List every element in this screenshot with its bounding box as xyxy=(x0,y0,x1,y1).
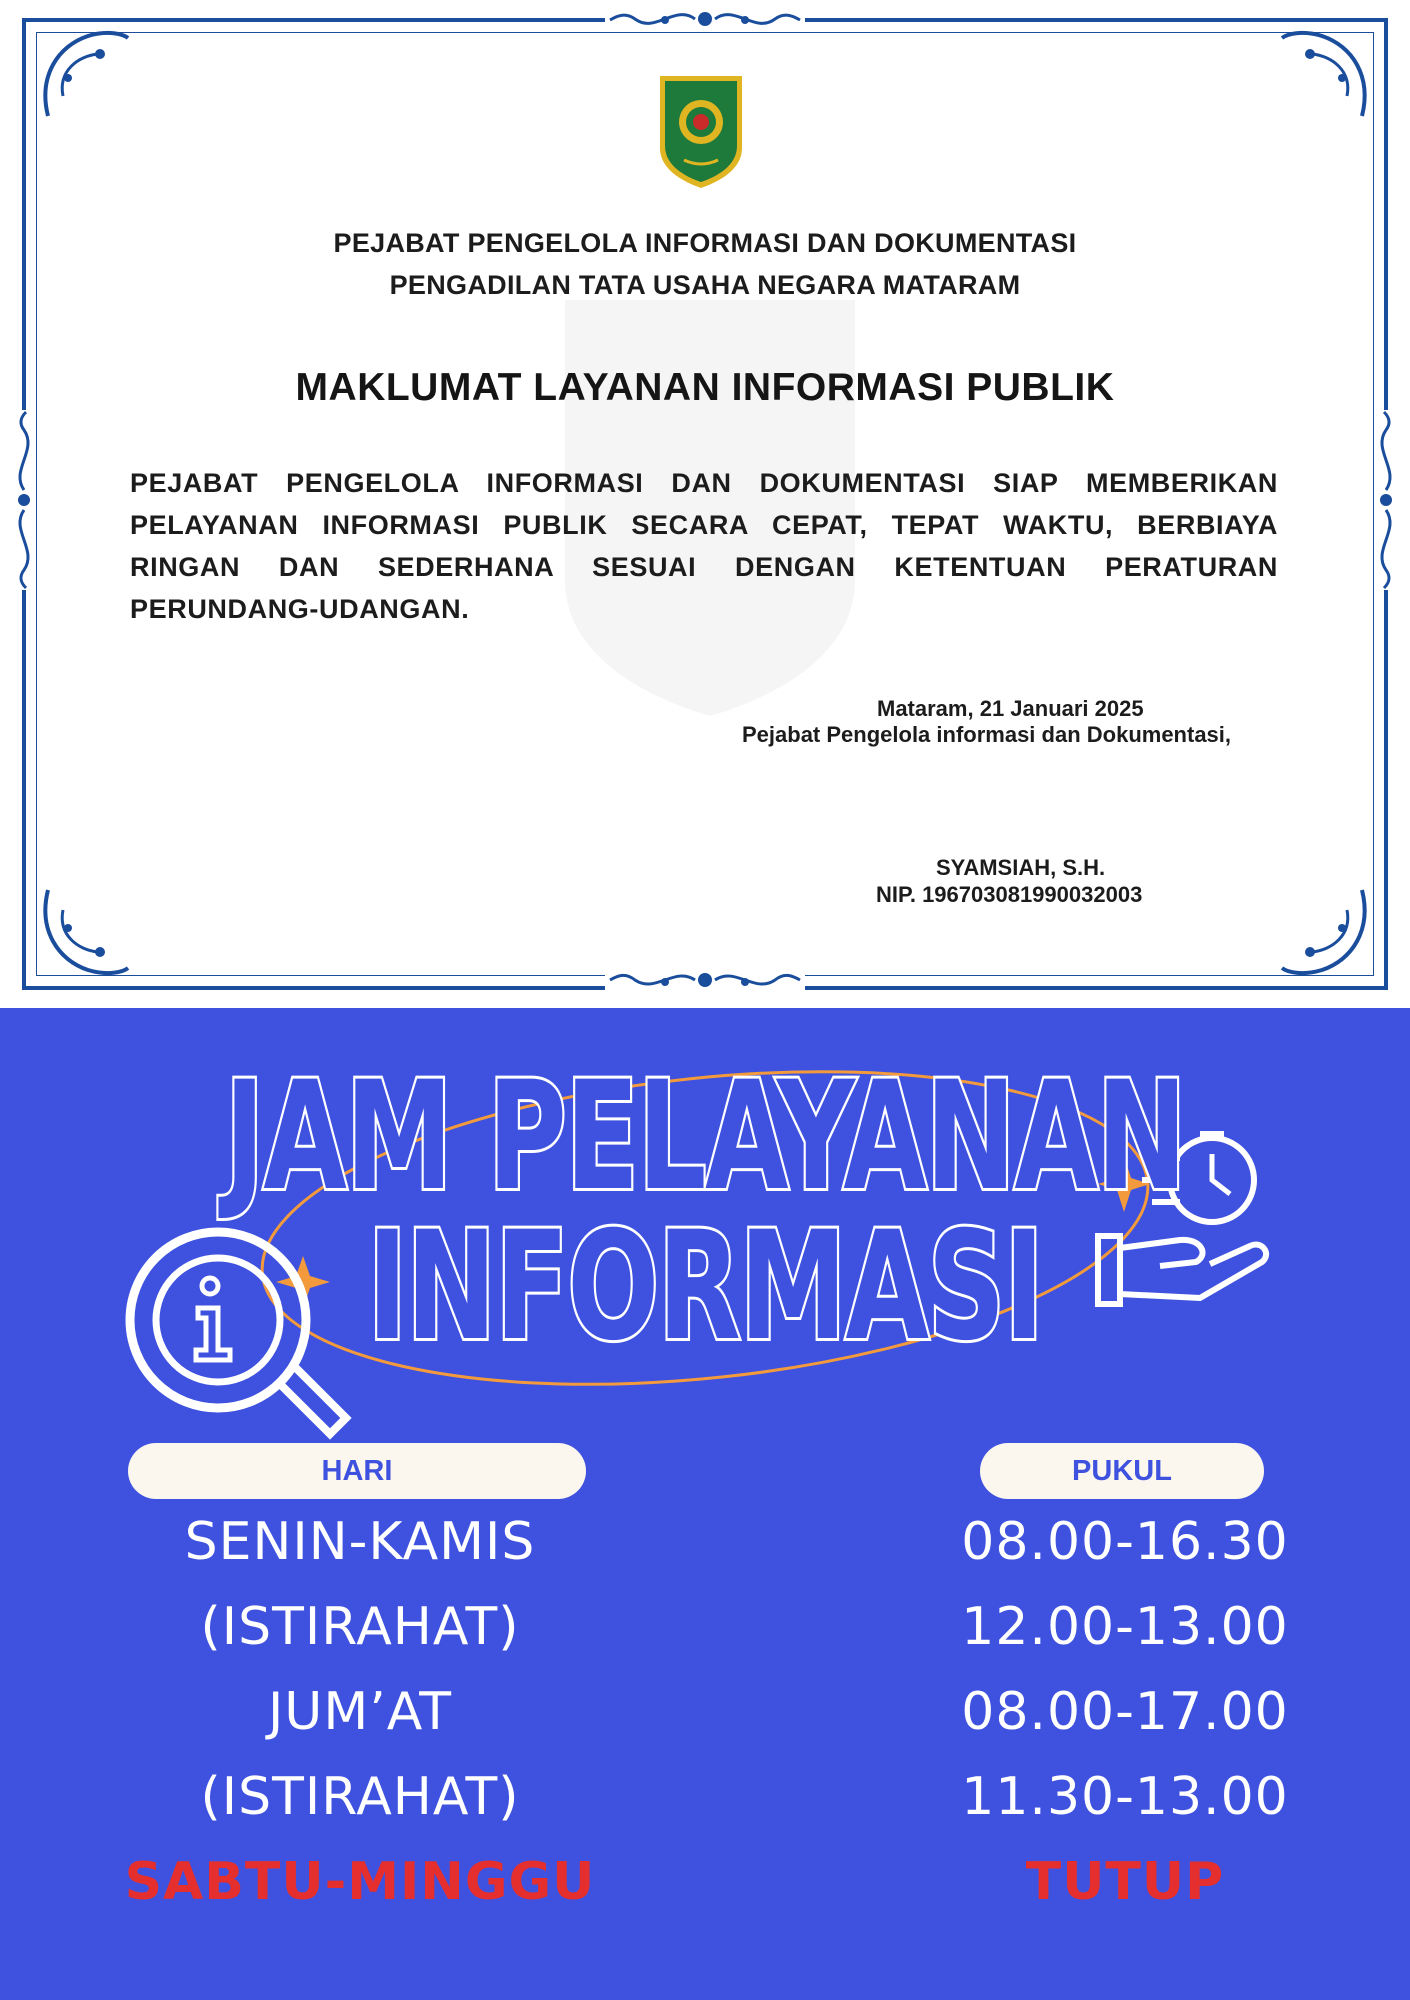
signer-name: SYAMSIAH, S.H. xyxy=(936,855,1106,880)
ornament-corner-top-left xyxy=(28,16,138,126)
org-line-1: PEJABAT PENGELOLA INFORMASI DAN DOKUMENTASI xyxy=(333,228,1077,258)
place-date: Mataram, 21 Januari 2025 xyxy=(877,696,1144,721)
ornament-top-center xyxy=(595,4,815,36)
time-row-4: TUTUP xyxy=(1025,1852,1225,1912)
org-line-2: PENGADILAN TATA USAHA NEGARA MATARAM xyxy=(389,270,1021,300)
day-row-1: (ISTIRAHAT) xyxy=(200,1597,520,1657)
notice-body: PEJABAT PENGELOLA INFORMASI DAN DOKUMENTASI SIAP MEMBERIKAN PELAYANAN INFORMASI PUBLIK SECARA CEPAT, TEPAT WAKTU, BERBIAYA RINGAN DAN SEDERHANA SESUAI DENGAN KETENTUAN PERATURAN PERUNDANG-UDANGAN. xyxy=(130,468,1278,624)
ornament-corner-bottom-left xyxy=(28,880,138,990)
time-row-1: 12.00-13.00 xyxy=(961,1597,1289,1657)
signer-nip: NIP. 196703081990032003 xyxy=(876,882,1143,907)
day-column-header: HARI xyxy=(128,1443,586,1499)
day-row-3: (ISTIRAHAT) xyxy=(200,1767,520,1827)
time-row-0: 08.00-16.30 xyxy=(961,1512,1289,1572)
service-heading-line-2: INFORMASI xyxy=(367,1200,1043,1374)
ornament-corner-bottom-right xyxy=(1272,880,1382,990)
day-row-4: SABTU-MINGGU xyxy=(124,1852,596,1912)
ornament-bottom-center xyxy=(595,962,815,998)
service-heading-line-1: JAM PELAYANAN xyxy=(224,1050,1186,1224)
signer-role: Pejabat Pengelola informasi dan Dokumentasi, xyxy=(742,722,1232,747)
time-row-2: 08.00-17.00 xyxy=(961,1682,1289,1742)
ornament-corner-top-right xyxy=(1272,16,1382,126)
time-row-3: 11.30-13.00 xyxy=(961,1767,1289,1827)
ornament-right-middle xyxy=(1370,400,1402,600)
notice-title: MAKLUMAT LAYANAN INFORMASI PUBLIK xyxy=(295,366,1115,409)
time-column-header: PUKUL xyxy=(980,1443,1264,1499)
day-row-0: SENIN-KAMIS xyxy=(184,1512,536,1572)
court-emblem-logo xyxy=(656,70,746,190)
ornament-left-middle xyxy=(8,400,40,600)
day-row-2: JUM’AT xyxy=(267,1682,453,1742)
